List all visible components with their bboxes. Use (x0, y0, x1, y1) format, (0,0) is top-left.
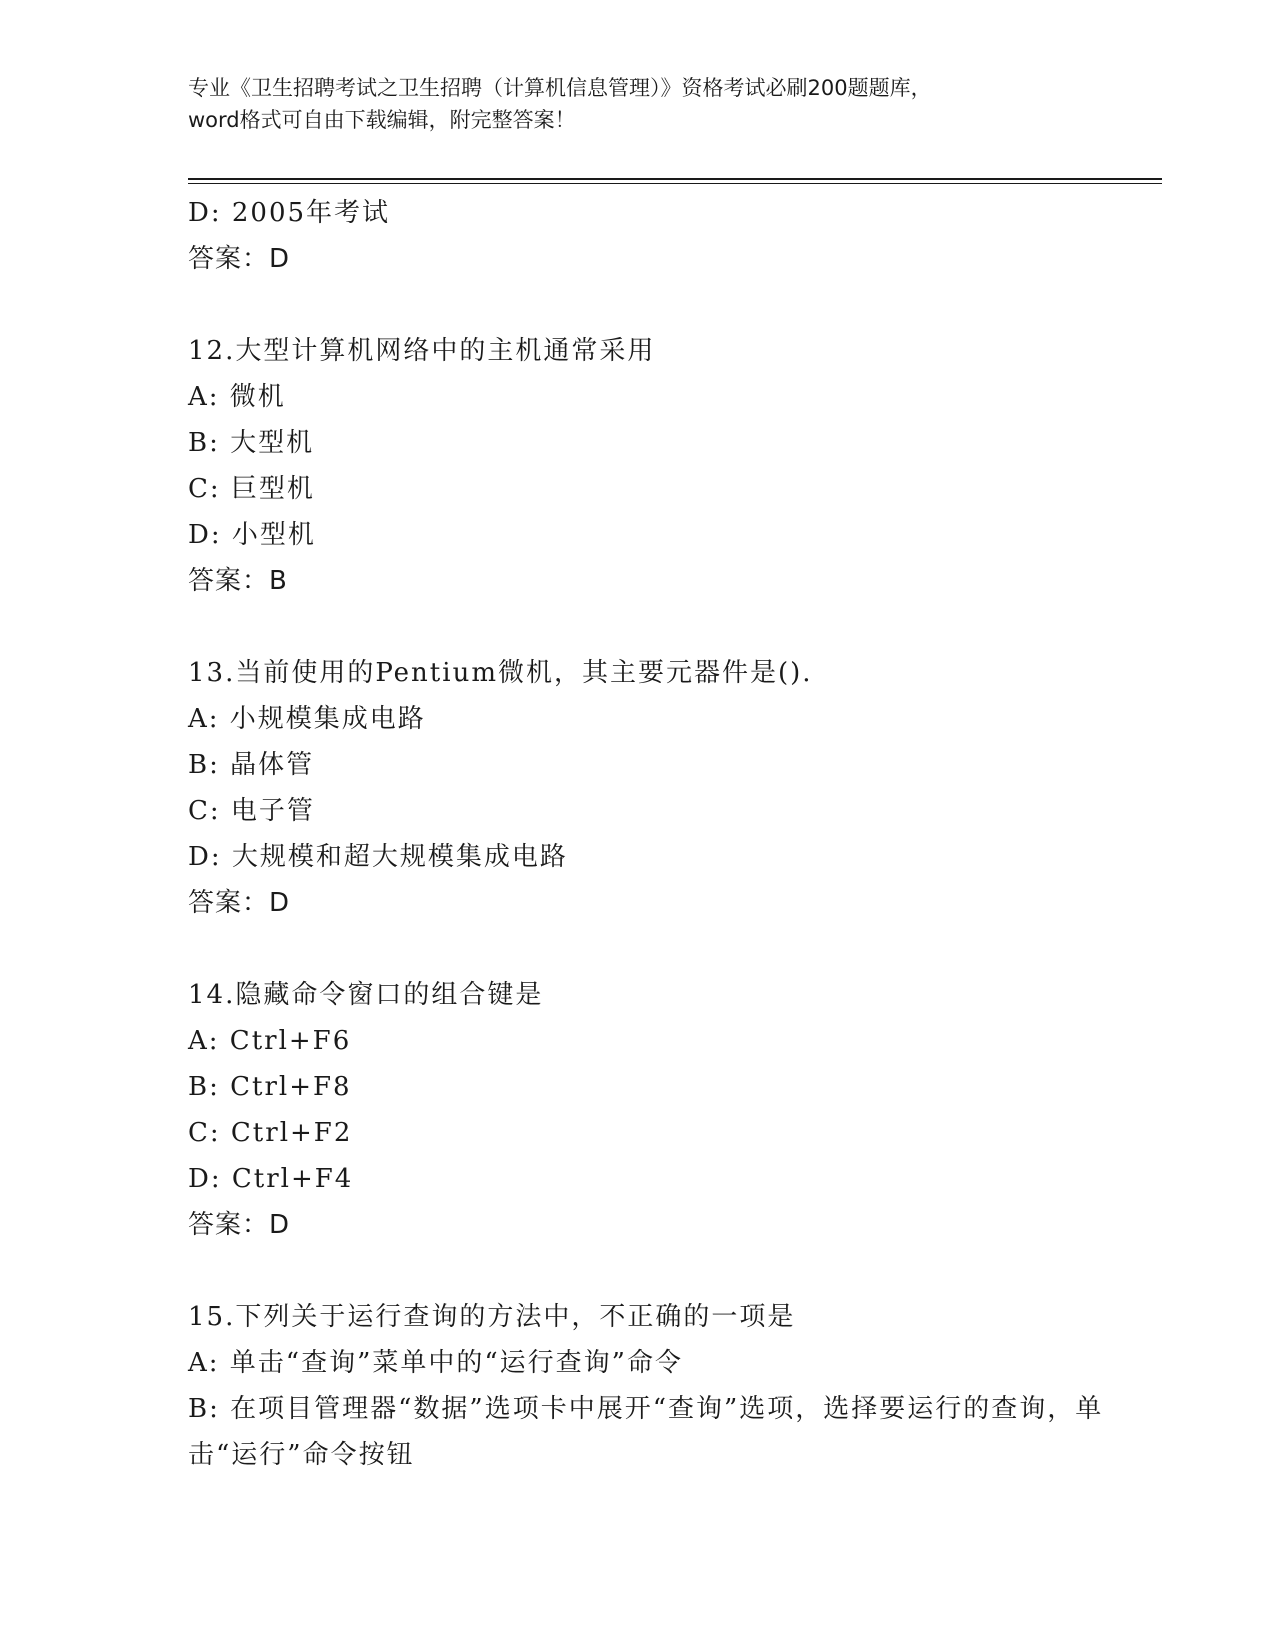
question-14 (188, 972, 1162, 1248)
question-stem: 13.当前使用的Pentium微机，其主要元器件是(). (188, 658, 813, 688)
option-c: C: 电子管 (188, 796, 315, 826)
answer: 答案：D (188, 888, 291, 918)
question-12 (188, 328, 1162, 604)
document-header (188, 72, 1088, 136)
option-c: C: 巨型机 (188, 474, 315, 504)
option-a: A: 微机 (188, 382, 286, 412)
question-13 (188, 650, 1162, 926)
option-a: A: 单击“查询”菜单中的“运行查询”命令 (188, 1348, 683, 1378)
question-stem: 15.下列关于运行查询的方法中，不正确的一项是 (188, 1302, 796, 1332)
spacer (188, 1248, 1162, 1294)
option-d: D: Ctrl+F4 (188, 1164, 354, 1194)
header-divider-thin (188, 183, 1162, 184)
header-line-2: word格式可自由下载编辑，附完整答案！ (188, 108, 576, 132)
option-b: B: 大型机 (188, 428, 315, 458)
answer: 答案：D (188, 1210, 291, 1240)
option-b: B: Ctrl+F8 (188, 1072, 352, 1102)
option-d: D: 大规模和超大规模集成电路 (188, 842, 568, 872)
spacer (188, 926, 1162, 972)
question-15 (188, 1294, 1162, 1478)
option-a: A: Ctrl+F6 (188, 1026, 352, 1056)
prev-answer: 答案：D (188, 244, 291, 274)
option-b: B: 在项目管理器“数据”选项卡中展开“查询”选项，选择要运行的查询，单击“运行”命令按钮 (188, 1394, 1104, 1470)
option-d: D: 小型机 (188, 520, 316, 550)
spacer (188, 604, 1162, 650)
spacer (188, 282, 1162, 328)
prev-option-d: D: 2005年考试 (188, 198, 391, 228)
question-stem: 14.隐藏命令窗口的组合键是 (188, 980, 544, 1010)
header-divider-thick (188, 178, 1162, 180)
option-c: C: Ctrl+F2 (188, 1118, 353, 1148)
option-a: A: 小规模集成电路 (188, 704, 426, 734)
question-stem: 12.大型计算机网络中的主机通常采用 (188, 336, 656, 366)
answer: 答案：B (188, 566, 288, 596)
header-line-1: 专业《卫生招聘考试之卫生招聘（计算机信息管理）》资格考试必刷200题题库， (188, 76, 932, 100)
option-b: B: 晶体管 (188, 750, 315, 780)
document-body (188, 190, 1162, 1478)
